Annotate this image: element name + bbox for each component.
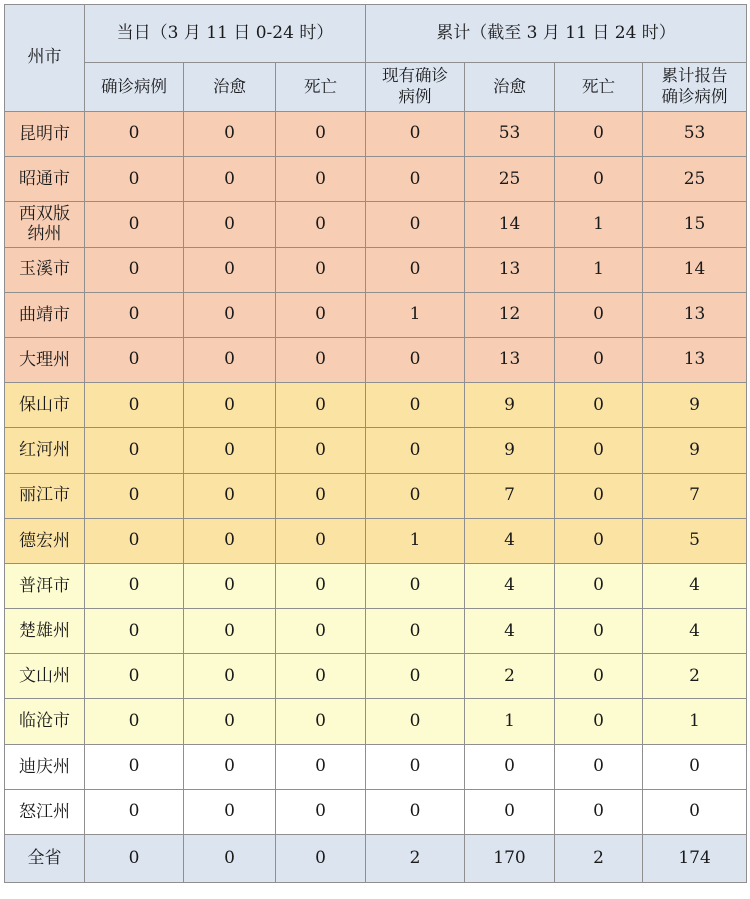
data-cell: 0 bbox=[555, 112, 643, 157]
data-cell: 53 bbox=[643, 112, 747, 157]
data-cell: 0 bbox=[85, 473, 184, 518]
data-cell: 0 bbox=[276, 699, 366, 744]
data-cell: 0 bbox=[184, 157, 276, 202]
data-cell: 14 bbox=[643, 247, 747, 292]
data-cell: 0 bbox=[184, 563, 276, 608]
region-name: 怒江州 bbox=[5, 789, 85, 834]
data-cell: 0 bbox=[366, 383, 465, 428]
data-cell: 0 bbox=[465, 744, 555, 789]
data-cell: 14 bbox=[465, 202, 555, 247]
data-cell: 1 bbox=[555, 202, 643, 247]
data-cell: 0 bbox=[276, 609, 366, 654]
sub-header-daily-deaths: 死亡 bbox=[276, 63, 366, 112]
data-cell: 4 bbox=[465, 609, 555, 654]
table-row bbox=[5, 383, 747, 428]
data-cell: 0 bbox=[366, 699, 465, 744]
data-cell: 0 bbox=[184, 247, 276, 292]
data-cell: 4 bbox=[465, 518, 555, 563]
data-cell: 0 bbox=[555, 563, 643, 608]
data-cell: 0 bbox=[555, 744, 643, 789]
data-cell: 0 bbox=[276, 563, 366, 608]
data-cell: 0 bbox=[276, 383, 366, 428]
region-name: 临沧市 bbox=[5, 699, 85, 744]
data-cell: 0 bbox=[184, 473, 276, 518]
data-cell: 4 bbox=[465, 563, 555, 608]
data-cell: 0 bbox=[366, 789, 465, 834]
data-cell: 0 bbox=[85, 337, 184, 382]
data-cell: 7 bbox=[643, 473, 747, 518]
data-cell: 7 bbox=[465, 473, 555, 518]
sub-header-daily-cured: 治愈 bbox=[184, 63, 276, 112]
total-cell: 170 bbox=[465, 835, 555, 883]
data-cell: 0 bbox=[276, 473, 366, 518]
data-cell: 0 bbox=[85, 789, 184, 834]
data-cell: 1 bbox=[643, 699, 747, 744]
data-cell: 0 bbox=[366, 473, 465, 518]
data-cell: 0 bbox=[555, 609, 643, 654]
data-cell: 0 bbox=[555, 789, 643, 834]
data-cell: 0 bbox=[85, 744, 184, 789]
data-cell: 0 bbox=[555, 428, 643, 473]
data-cell: 0 bbox=[366, 654, 465, 699]
data-cell: 0 bbox=[555, 654, 643, 699]
region-name: 昭通市 bbox=[5, 157, 85, 202]
region-name: 曲靖市 bbox=[5, 292, 85, 337]
data-cell: 0 bbox=[643, 744, 747, 789]
data-cell: 0 bbox=[85, 292, 184, 337]
data-cell: 13 bbox=[465, 247, 555, 292]
total-row bbox=[5, 835, 747, 883]
data-cell: 0 bbox=[366, 337, 465, 382]
data-cell: 13 bbox=[643, 292, 747, 337]
data-cell: 0 bbox=[184, 202, 276, 247]
data-cell: 9 bbox=[643, 428, 747, 473]
data-cell: 2 bbox=[465, 654, 555, 699]
data-cell: 0 bbox=[184, 518, 276, 563]
data-cell: 0 bbox=[643, 789, 747, 834]
data-cell: 0 bbox=[366, 744, 465, 789]
data-cell: 0 bbox=[184, 337, 276, 382]
sub-header-daily-confirmed: 确诊病例 bbox=[85, 63, 184, 112]
region-name: 西双版纳州 bbox=[5, 202, 85, 247]
table-row bbox=[5, 157, 747, 202]
table-row bbox=[5, 563, 747, 608]
region-name: 文山州 bbox=[5, 654, 85, 699]
data-cell: 0 bbox=[366, 563, 465, 608]
data-cell: 0 bbox=[184, 112, 276, 157]
data-cell: 0 bbox=[276, 247, 366, 292]
data-cell: 0 bbox=[276, 518, 366, 563]
data-cell: 0 bbox=[184, 292, 276, 337]
data-cell: 0 bbox=[276, 744, 366, 789]
region-name: 昆明市 bbox=[5, 112, 85, 157]
data-cell: 0 bbox=[85, 699, 184, 744]
data-cell: 0 bbox=[85, 383, 184, 428]
data-cell: 0 bbox=[366, 247, 465, 292]
data-cell: 13 bbox=[465, 337, 555, 382]
data-cell: 0 bbox=[184, 609, 276, 654]
total-cell: 174 bbox=[643, 835, 747, 883]
data-cell: 1 bbox=[555, 247, 643, 292]
cumulative-group-header: 累计（截至 3 月 11 日 24 时） bbox=[366, 5, 747, 63]
table-body bbox=[5, 112, 747, 835]
region-name: 丽江市 bbox=[5, 473, 85, 518]
data-cell: 0 bbox=[366, 202, 465, 247]
data-cell: 0 bbox=[276, 789, 366, 834]
sub-header-current-confirmed: 现有确诊病例 bbox=[366, 63, 465, 112]
data-cell: 0 bbox=[85, 247, 184, 292]
table-row bbox=[5, 202, 747, 247]
table-row bbox=[5, 247, 747, 292]
data-cell: 0 bbox=[366, 112, 465, 157]
data-cell: 0 bbox=[366, 609, 465, 654]
region-name: 迪庆州 bbox=[5, 744, 85, 789]
data-cell: 0 bbox=[184, 744, 276, 789]
data-cell: 0 bbox=[276, 428, 366, 473]
data-cell: 0 bbox=[555, 518, 643, 563]
table-row bbox=[5, 428, 747, 473]
data-cell: 5 bbox=[643, 518, 747, 563]
data-cell: 0 bbox=[555, 699, 643, 744]
total-cell: 2 bbox=[555, 835, 643, 883]
table-row bbox=[5, 112, 747, 157]
region-header: 州市 bbox=[5, 5, 85, 112]
table-row bbox=[5, 654, 747, 699]
data-cell: 25 bbox=[465, 157, 555, 202]
total-cell: 0 bbox=[184, 835, 276, 883]
data-cell: 25 bbox=[643, 157, 747, 202]
region-name: 大理州 bbox=[5, 337, 85, 382]
data-cell: 0 bbox=[276, 202, 366, 247]
data-cell: 0 bbox=[85, 654, 184, 699]
data-cell: 0 bbox=[85, 112, 184, 157]
data-cell: 0 bbox=[555, 337, 643, 382]
data-cell: 0 bbox=[184, 383, 276, 428]
data-cell: 15 bbox=[643, 202, 747, 247]
data-cell: 53 bbox=[465, 112, 555, 157]
data-cell: 9 bbox=[643, 383, 747, 428]
table-row bbox=[5, 789, 747, 834]
data-cell: 0 bbox=[85, 609, 184, 654]
total-label: 全省 bbox=[5, 835, 85, 883]
daily-group-header: 当日（3 月 11 日 0-24 时） bbox=[85, 5, 366, 63]
data-cell: 0 bbox=[85, 518, 184, 563]
data-cell: 9 bbox=[465, 428, 555, 473]
data-cell: 0 bbox=[184, 789, 276, 834]
region-name: 玉溪市 bbox=[5, 247, 85, 292]
data-cell: 0 bbox=[85, 157, 184, 202]
region-name: 红河州 bbox=[5, 428, 85, 473]
data-cell: 0 bbox=[184, 428, 276, 473]
data-cell: 0 bbox=[184, 654, 276, 699]
data-cell: 13 bbox=[643, 337, 747, 382]
sub-header-total-deaths: 死亡 bbox=[555, 63, 643, 112]
data-cell: 0 bbox=[366, 428, 465, 473]
data-cell: 0 bbox=[555, 292, 643, 337]
data-cell: 4 bbox=[643, 563, 747, 608]
data-cell: 4 bbox=[643, 609, 747, 654]
total-cell: 0 bbox=[85, 835, 184, 883]
table-row bbox=[5, 744, 747, 789]
data-cell: 0 bbox=[366, 157, 465, 202]
data-cell: 1 bbox=[366, 518, 465, 563]
covid-statistics-table bbox=[4, 4, 747, 883]
table-row bbox=[5, 609, 747, 654]
data-cell: 0 bbox=[85, 428, 184, 473]
table-row bbox=[5, 337, 747, 382]
data-cell: 0 bbox=[555, 473, 643, 518]
data-cell: 2 bbox=[643, 654, 747, 699]
sub-header-total-confirmed: 累计报告确诊病例 bbox=[643, 63, 747, 112]
data-cell: 0 bbox=[276, 157, 366, 202]
data-cell: 0 bbox=[85, 202, 184, 247]
region-name: 楚雄州 bbox=[5, 609, 85, 654]
sub-header-total-cured: 治愈 bbox=[465, 63, 555, 112]
region-name: 德宏州 bbox=[5, 518, 85, 563]
table-row bbox=[5, 292, 747, 337]
data-cell: 0 bbox=[555, 383, 643, 428]
table-row bbox=[5, 473, 747, 518]
data-cell: 1 bbox=[465, 699, 555, 744]
data-cell: 9 bbox=[465, 383, 555, 428]
data-cell: 1 bbox=[366, 292, 465, 337]
data-cell: 0 bbox=[276, 112, 366, 157]
data-cell: 0 bbox=[85, 563, 184, 608]
table-row bbox=[5, 518, 747, 563]
table-row bbox=[5, 699, 747, 744]
data-cell: 12 bbox=[465, 292, 555, 337]
region-name: 普洱市 bbox=[5, 563, 85, 608]
data-cell: 0 bbox=[276, 654, 366, 699]
region-name: 保山市 bbox=[5, 383, 85, 428]
data-cell: 0 bbox=[465, 789, 555, 834]
data-cell: 0 bbox=[184, 699, 276, 744]
data-cell: 0 bbox=[555, 157, 643, 202]
data-cell: 0 bbox=[276, 337, 366, 382]
total-cell: 2 bbox=[366, 835, 465, 883]
data-cell: 0 bbox=[276, 292, 366, 337]
total-cell: 0 bbox=[276, 835, 366, 883]
